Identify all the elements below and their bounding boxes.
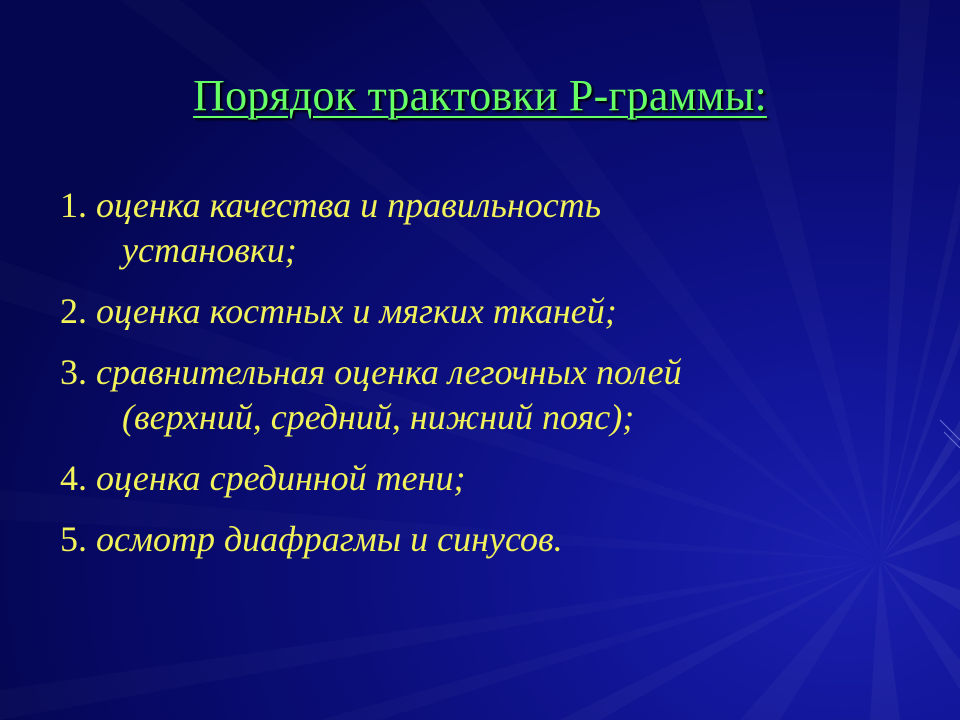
item-number: 2. xyxy=(60,291,87,331)
item-number: 1. xyxy=(60,185,87,225)
item-text-continuation: (верхний, средний, нижний пояс); xyxy=(122,397,635,437)
list-item-3 xyxy=(60,350,920,440)
item-text: оценка костных и мягких тканей; xyxy=(96,291,617,331)
item-number: 5. xyxy=(60,519,87,559)
item-text: сравнительная оценка легочных полей xyxy=(96,352,682,392)
list-item-1 xyxy=(60,183,920,273)
item-number: 3. xyxy=(60,352,87,392)
item-text: оценка качества и правильность xyxy=(96,185,602,225)
item-number: 4. xyxy=(60,458,87,498)
item-text: осмотр диафрагмы и синусов. xyxy=(96,519,563,559)
steps-list xyxy=(60,183,920,578)
item-text-continuation: установки; xyxy=(122,230,297,270)
item-text: оценка срединной тени; xyxy=(96,458,466,498)
list-item-5 xyxy=(60,517,920,562)
slide-title: Порядок трактовки Р-граммы: xyxy=(193,71,767,120)
list-item-2 xyxy=(60,289,920,334)
list-item-4 xyxy=(60,456,920,501)
